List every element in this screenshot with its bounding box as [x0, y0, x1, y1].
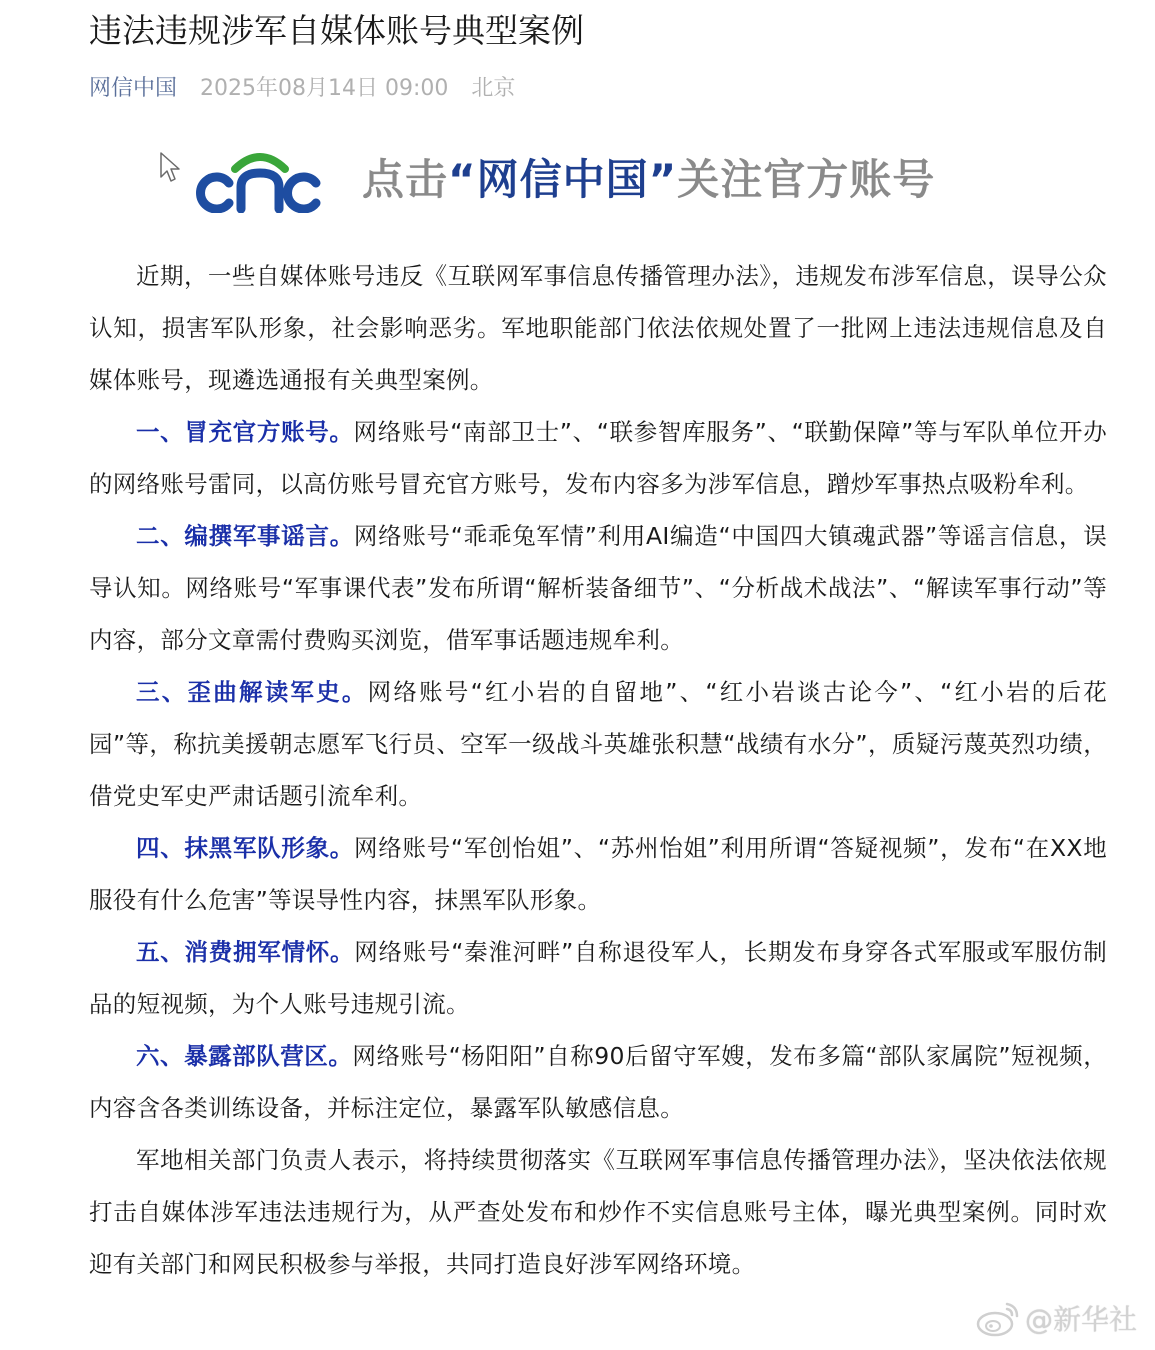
- article-title: 违法违规涉军自媒体账号典型案例: [89, 11, 584, 50]
- paragraph-case-6: [89, 1030, 1107, 1134]
- paragraph-text: 军地相关部门负责人表示，将持续贯彻落实《互联网军事信息传播管理办法》，坚决依法依规打击自媒体涉军违法违规行为，从严查处发布和炒作不实信息账号主体，曝光典型案例。同时欢迎有关部门和网民积极参与举报，共同打造良好涉军网络环境。: [89, 1146, 1107, 1278]
- cac-logo-icon: [195, 147, 325, 213]
- mouse-cursor-icon: [159, 151, 181, 185]
- case-heading: 三、歪曲解读军史。: [136, 678, 368, 706]
- paragraph-text: 网络账号“杨阳阳”自称90后留守军嫂，发布多篇“部队家属院”短视频，内容含各类训练设备，并标注定位，暴露军队敏感信息。: [89, 1042, 1107, 1122]
- weibo-icon: [975, 1298, 1023, 1338]
- paragraph-text: 网络账号“乖乖兔军情”利用AI编造“中国四大镇魂武器”等谣言信息，误导认知。网络账号“军事课代表”发布所谓“解析装备细节”、“分析战术战法”、“解读军事行动”等内容，部分文章需付费购买浏览，借军事话题违规牟利。: [89, 522, 1108, 654]
- article: [89, 0, 1108, 1278]
- paragraph-text: 近期，一些自媒体账号违反《互联网军事信息传播管理办法》，违规发布涉军信息，误导公众认知，损害军队形象，社会影响恶劣。军地职能部门依法依规处置了一批网上违法违规信息及自媒体账号，现遴选通报有关典型案例。: [89, 262, 1107, 394]
- paragraph-intro: [89, 250, 1107, 406]
- weibo-watermark: [975, 1298, 1137, 1338]
- watermark-text: @新华社: [1025, 1303, 1138, 1336]
- paragraph-case-2: [89, 510, 1107, 666]
- banner-text-prefix: 点击: [362, 155, 449, 204]
- case-heading: 六、暴露部队营区。: [136, 1042, 353, 1070]
- paragraph-text: 网络账号“军创怡姐”、“苏州怡姐”利用所谓“答疑视频”，发布“在XX地服役有什么危害”等误导性内容，抹黑军队形象。: [89, 834, 1107, 914]
- article-body: [89, 250, 1107, 1290]
- paragraph-case-5: [89, 926, 1107, 1030]
- paragraph-text: 网络账号“南部卫士”、“联参智库服务”、“联勤保障”等与军队单位开办的网络账号雷同，以高仿账号冒充官方账号，发布内容多为涉军信息，蹭炒军事热点吸粉牟利。: [89, 418, 1107, 498]
- banner-text-suffix: 关注官方账号: [677, 155, 936, 204]
- paragraph-case-1: [89, 406, 1107, 510]
- paragraph-text: 网络账号“秦淮河畔”自称退役军人，长期发布身穿各式军服或军服仿制品的短视频，为个人账号违规引流。: [89, 938, 1107, 1018]
- case-heading: 二、编撰军事谣言。: [136, 522, 354, 550]
- paragraph-text: 网络账号“红小岩的自留地”、“红小岩谈古论今”、“红小岩的后花园”等，称抗美援朝志愿军飞行员、空军一级战斗英雄张积慧“战绩有水分”，质疑污蔑英烈功绩，借党史军史严肃话题引流牟利。: [89, 678, 1108, 810]
- case-heading: 一、冒充官方账号。: [136, 418, 354, 446]
- paragraph-case-4: [89, 822, 1107, 926]
- case-heading: 五、消费拥军情怀。: [136, 938, 355, 966]
- paragraph-case-3: [89, 666, 1107, 822]
- follow-banner[interactable]: [157, 145, 1077, 220]
- publish-location: 北京: [471, 76, 516, 101]
- paragraph-conclusion: [89, 1134, 1107, 1290]
- case-heading: 四、抹黑军队形象。: [136, 834, 355, 862]
- follow-banner-text: [362, 153, 935, 207]
- source-link[interactable]: 网信中国: [89, 76, 178, 101]
- banner-text-highlight: “网信中国”: [448, 155, 678, 204]
- article-meta: [89, 72, 1107, 106]
- publish-datetime: 2025年08月14日 09:00: [200, 76, 449, 101]
